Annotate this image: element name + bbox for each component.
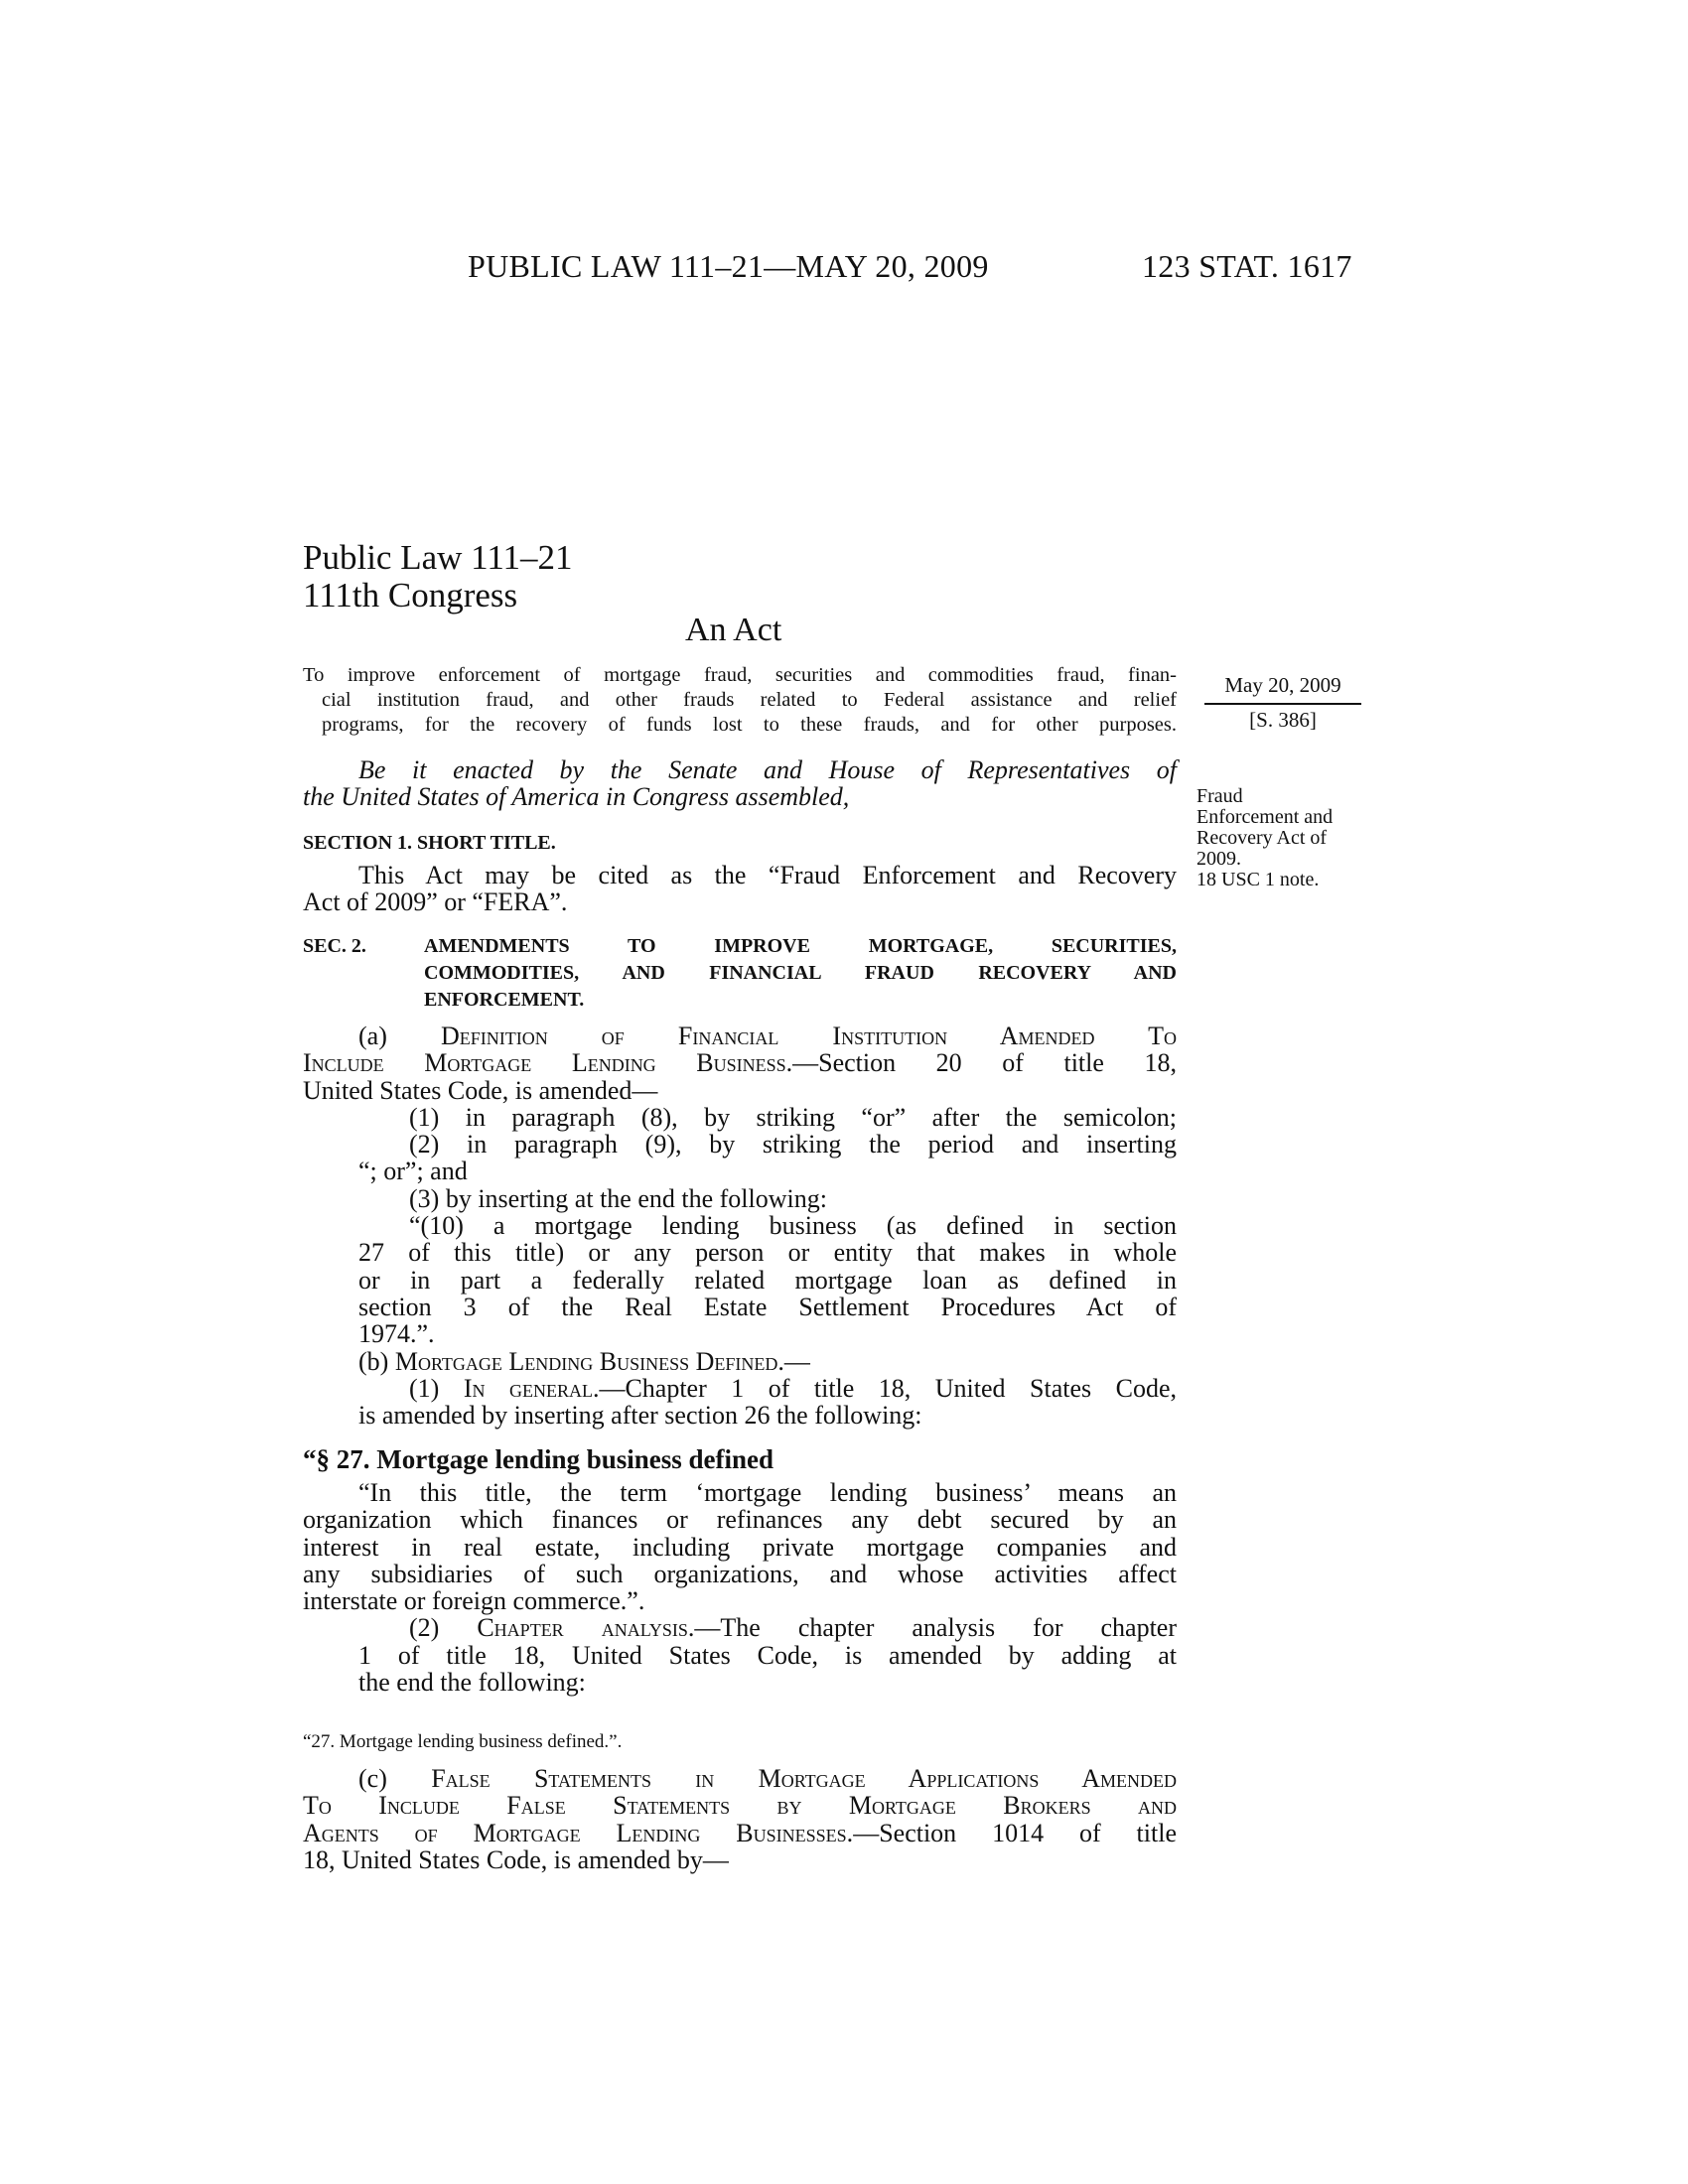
subsection-b-heading: (b) Mortgage Lending Business Defined.— bbox=[358, 1346, 810, 1376]
text-line: interstate or foreign commerce.”. bbox=[303, 1586, 645, 1616]
text-line: any subsidiaries of such organizations, and whose activities affect bbox=[303, 1559, 1177, 1588]
subsection-c-line: (c) False Statements in Mortgage Applications Amended bbox=[358, 1764, 1177, 1793]
enacting-line: the United States of America in Congress assembled, bbox=[303, 782, 850, 812]
margin-note-line: 18 USC 1 note. bbox=[1196, 869, 1320, 890]
enacting-line: Be it enacted by the Senate and House of Representatives of bbox=[358, 755, 1177, 784]
section-27-heading: “§ 27. Mortgage lending business defined bbox=[303, 1444, 774, 1474]
heading-line: ENFORCEMENT. bbox=[424, 989, 585, 1011]
subsection-c-line: To Include False Statements by Mortgage Brokers and bbox=[303, 1791, 1177, 1821]
section-27-text bbox=[303, 1479, 1177, 1696]
purpose-line: To improve enforcement of mortgage fraud, securities and commodities fraud, finan- bbox=[303, 664, 1177, 686]
chapter-analysis-paragraph: the end the following: bbox=[358, 1668, 586, 1698]
chapter-analysis-paragraph: 1 of title 18, United States Code, is amended by adding at bbox=[358, 1640, 1177, 1670]
act-purpose bbox=[303, 663, 1177, 738]
subsection-a-line: United States Code, is amended— bbox=[303, 1075, 658, 1105]
text-line: “In this title, the term ‘mortgage lending business’ means an bbox=[358, 1478, 1177, 1507]
section-2-label: SEC. 2. bbox=[303, 935, 366, 957]
margin-short-title-note bbox=[1196, 786, 1333, 890]
subsections-a-b bbox=[303, 1023, 1177, 1429]
paragraph-2: (2) in paragraph (9), by striking the period and inserting bbox=[409, 1130, 1177, 1160]
margin-note-line: Recovery Act of bbox=[1196, 827, 1328, 849]
running-header-law-date: PUBLIC LAW 111–21—MAY 20, 2009 bbox=[468, 248, 989, 284]
paragraph-2-cont: “; or”; and bbox=[358, 1157, 468, 1186]
subsection-c bbox=[303, 1765, 1177, 1873]
margin-bill-number: [S. 386] bbox=[1249, 708, 1317, 732]
text-line: organization which finances or refinances any debt secured by an bbox=[303, 1505, 1177, 1535]
running-header-stat-page: 123 STAT. 1617 bbox=[1142, 248, 1352, 284]
chapter-analysis-paragraph: (2) Chapter analysis.—The chapter analysis for chapter bbox=[409, 1613, 1177, 1643]
quoted-paragraph-10: section 3 of the Real Estate Settlement Procedures Act of bbox=[358, 1292, 1177, 1321]
heading-line: AMENDMENTS TO IMPROVE MORTGAGE, SECURITIES, bbox=[424, 935, 1177, 957]
section-2-heading bbox=[303, 933, 1177, 1014]
quoted-paragraph-10: or in part a federally related mortgage loan as defined in bbox=[358, 1265, 1177, 1295]
margin-note-line: Enforcement and bbox=[1196, 806, 1334, 828]
purpose-line: cial institution fraud, and other frauds related to Federal assistance and relief bbox=[322, 689, 1177, 711]
public-law-number: Public Law 111–21 bbox=[303, 538, 573, 577]
quoted-paragraph-10: 27 of this title) or any person or entity that makes in whole bbox=[358, 1238, 1177, 1268]
quoted-paragraph-10: “(10) a mortgage lending business (as defined in section bbox=[409, 1211, 1177, 1241]
subsection-c-line: 18, United States Code, is amended by— bbox=[303, 1844, 729, 1874]
margin-note-line: 2009. bbox=[1196, 848, 1241, 870]
chapter-analysis-entry: “27. Mortgage lending business defined.”. bbox=[303, 1731, 623, 1752]
act-title: An Act bbox=[685, 612, 782, 648]
text-line: Act of 2009” or “FERA”. bbox=[303, 887, 568, 917]
section-1-text bbox=[303, 862, 1177, 916]
text-line: This Act may be cited as the “Fraud Enforcement and Recovery bbox=[358, 861, 1177, 889]
enacting-clause bbox=[303, 756, 1177, 811]
quoted-paragraph-10: 1974.”. bbox=[358, 1319, 435, 1349]
subsection-b-paragraph-1: (1) In general.—Chapter 1 of title 18, United States Code, bbox=[409, 1373, 1177, 1403]
text-line: interest in real estate, including private mortgage companies and bbox=[303, 1532, 1177, 1562]
margin-enactment-date: May 20, 2009 bbox=[1204, 673, 1361, 705]
section-1-heading: SECTION 1. SHORT TITLE. bbox=[303, 832, 556, 854]
subsection-a-line: Include Mortgage Lending Business.—Section 20 of title 18, bbox=[303, 1048, 1177, 1078]
congress-number: 111th Congress bbox=[303, 576, 518, 614]
margin-note-line: Fraud bbox=[1196, 785, 1243, 807]
subsection-a-line: (a) Definition of Financial Institution Amended To bbox=[358, 1022, 1177, 1050]
paragraph-3: (3) by inserting at the end the following: bbox=[409, 1183, 827, 1213]
subsection-b-paragraph-1: is amended by inserting after section 26 the following: bbox=[358, 1401, 922, 1431]
heading-line: COMMODITIES, AND FINANCIAL FRAUD RECOVERY AND bbox=[424, 962, 1177, 984]
purpose-line: programs, for the recovery of funds lost to these frauds, and for other purposes. bbox=[322, 714, 1177, 736]
paragraph-1: (1) in paragraph (8), by striking “or” after the semicolon; bbox=[409, 1102, 1177, 1132]
subsection-c-line: Agents of Mortgage Lending Businesses.—Section 1014 of title bbox=[303, 1818, 1177, 1847]
